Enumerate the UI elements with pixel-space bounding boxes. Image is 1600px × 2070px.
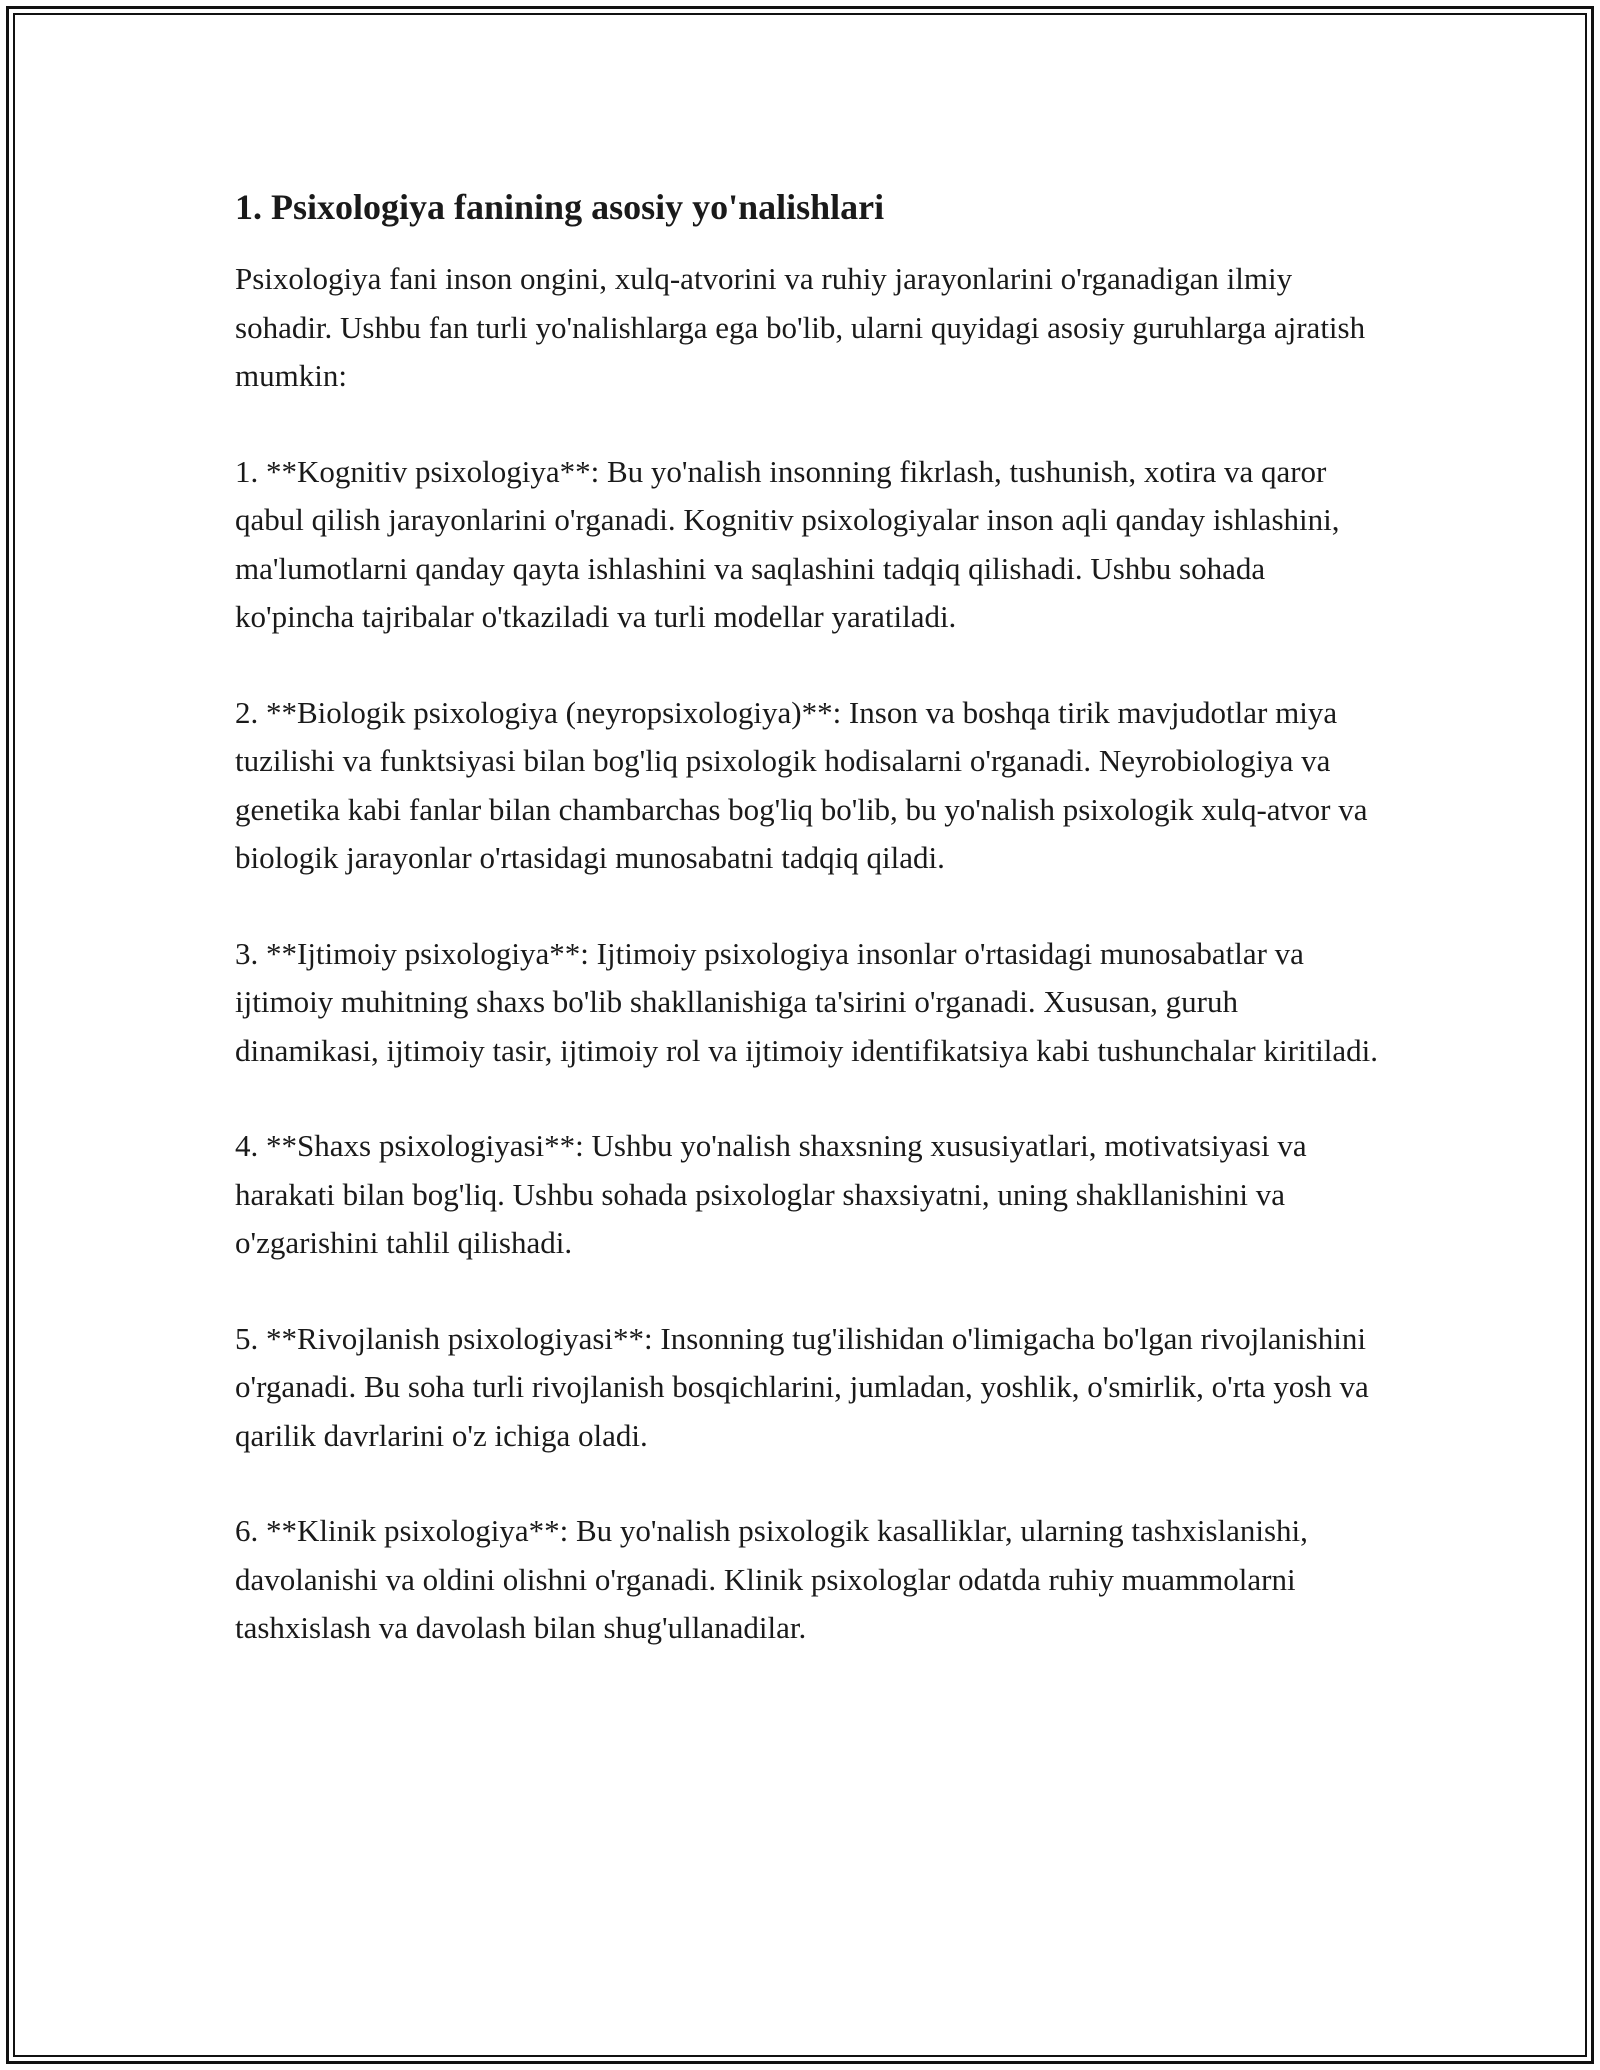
paragraph-clinical: 6. **Klinik psixologiya**: Bu yo'nalish psixologik kasalliklar, ularning tashxislanishi, davolanishi va oldini olishni o'rganadi. Klinik psixologlar odatda ruhiy muammolarni tashxislash va davolash bilan shug'ullanadilar. bbox=[235, 1513, 1308, 1645]
paragraph-personality: 4. **Shaxs psixologiyasi**: Ushbu yo'nalish shaxsning xususiyatlari, motivatsiyasi va harakati bilan bog'liq. Ushbu sohada psixologlar shaxsiyatni, uning shakllanishini va o'zgarishini tahlil qilishadi. bbox=[235, 1128, 1307, 1260]
intro-paragraph: Psixologiya fani inson ongini, xulq-atvorini va ruhiy jarayonlarini o'rganadigan ilmiy sohadir. Ushbu fan turli yo'nalishlarga ega bo'lib, ularni quyidagi asosiy guruhlarga ajratish mumkin: bbox=[235, 261, 1366, 393]
paragraph-developmental: 5. **Rivojlanish psixologiyasi**: Insonning tug'ilishidan o'limigacha bo'lgan rivojlanishini o'rganadi. Bu soha turli rivojlanish bosqichlarini, jumladan, yoshlik, o'smirlik, o'rta yosh va qarilik davrlarini o'z ichiga oladi. bbox=[235, 1320, 1369, 1453]
paragraph-social: 3. **Ijtimoiy psixologiya**: Ijtimoiy psixologiya insonlar o'rtasidagi munosabatlar va ijtimoiy muhitning shaxs bo'lib shakllanishiga ta'sirini o'rganadi. Xususan, guruh dinamikasi, ijtimoiy tasir, ijtimoiy rol va ijtimoiy identifikatsiya kabi tushunchalar kiritiladi. bbox=[235, 935, 1379, 1068]
document-heading: 1. Psixologiya fanining asosiy yo'nalishlari bbox=[235, 187, 885, 227]
document-body bbox=[235, 185, 1385, 1700]
paragraph-biological: 2. **Biologik psixologiya (neyropsixologiya)**: Inson va boshqa tirik mavjudotlar miya tuzilishi va funktsiyasi bilan bog'liq psixologik hodisalarni o'rganadi. Neyrobiologiya va genetika kabi fanlar bilan chambarchas bog'liq bo'lib, bu yo'nalish psixologik xulq-atvor va biologik jarayonlar o'rtasidagi munosabatni tadqiq qiladi. bbox=[235, 694, 1368, 875]
paragraph-cognitive: 1. **Kognitiv psixologiya**: Bu yo'nalish insonning fikrlash, tushunish, xotira va qaror qabul qilish jarayonlarini o'rganadi. Kognitiv psixologiyalar inson aqli qanday ishlashini, ma'lumotlarni qanday qayta ishlashini va saqlashini tadqiq qilishadi. Ushbu sohada ko'pincha tajribalar o'tkaziladi va turli modellar yaratiladi. bbox=[235, 453, 1340, 634]
